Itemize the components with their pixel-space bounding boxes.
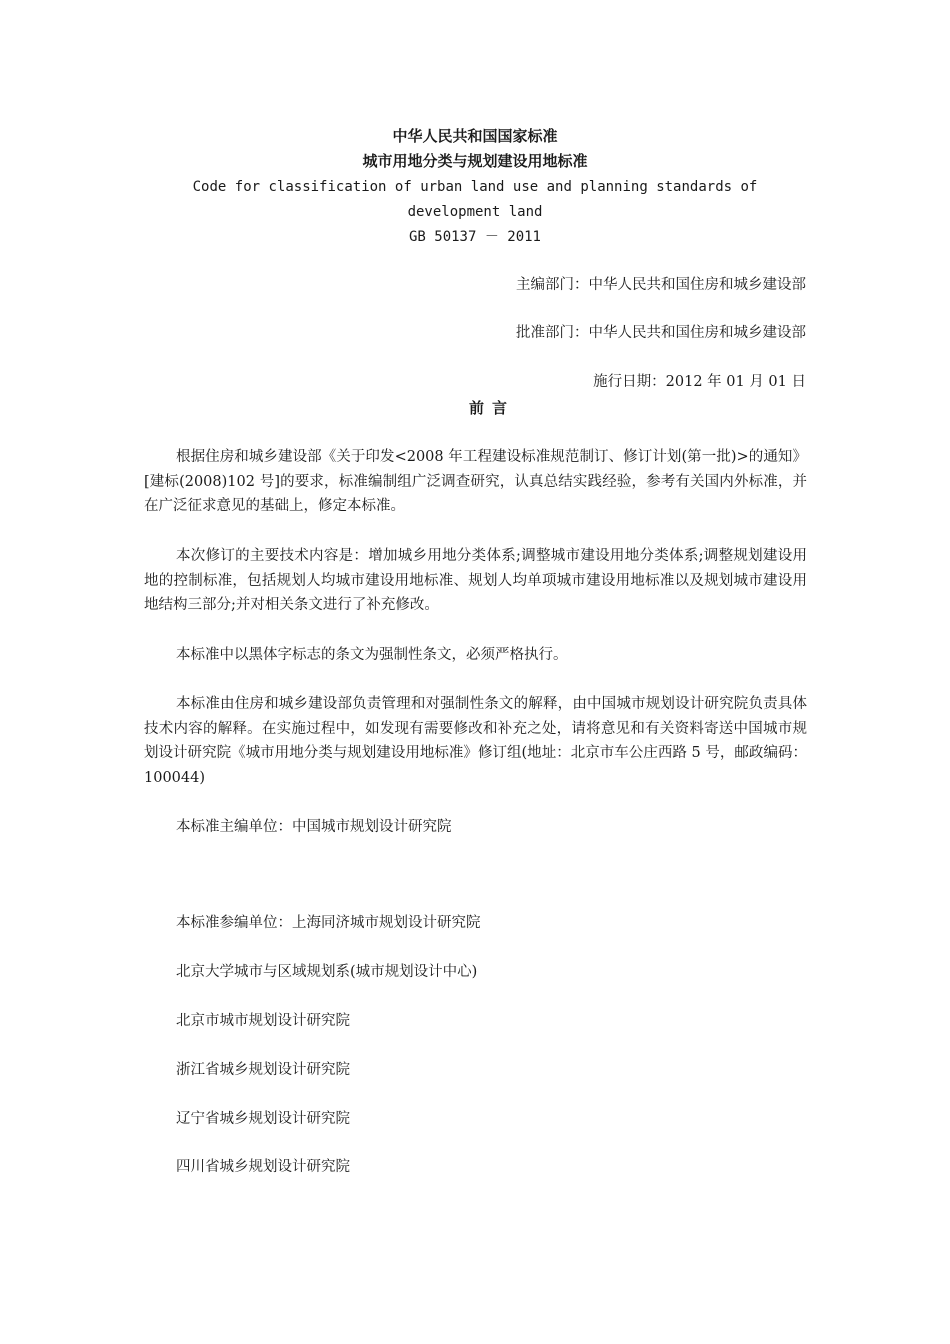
preface-paragraph: 本次修订的主要技术内容是：增加城乡用地分类体系;调整城市建设用地分类体系;调整规划建设用地的控制标准，包括规划人均城市建设用地标准、规划人均单项城市建设用地标准以及规划城市建设用地结构三部分;并对相关条文进行了补充修改。 [144,548,807,613]
effective-date: 施行日期：2012 年 01 月 01 日 [593,374,806,390]
preface-paragraph: 本标准由住房和城乡建设部负责管理和对强制性条文的解释，由中国城市规划设计研究院负责具体技术内容的解释。在实施过程中，如发现有需要修改和补充之处，请将意见和有关资料寄送中国城市规划设计研究院《城市用地分类与规划建设用地标准》修订组(地址：北京市车公庄西路 5 号，邮政编码：100044) [144,696,807,786]
standard-title-cn: 城市用地分类与规划建设用地标准 [362,152,588,170]
standard-code: GB 50137 － 2011 [408,229,541,245]
standard-title-en-line1: Code for classification of urban land use and planning standards of [192,179,758,195]
chief-editor-unit: 本标准主编单位：中国城市规划设计研究院 [176,819,452,835]
standard-title-en-line2: development land [407,204,543,220]
approval-department: 批准部门：中华人民共和国住房和城乡建设部 [516,325,806,341]
participating-unit: 北京大学城市与区域规划系(城市规划设计中心) [176,964,478,980]
editor-department: 主编部门：中华人民共和国住房和城乡建设部 [516,277,806,293]
participating-unit: 四川省城乡规划设计研究院 [176,1159,350,1175]
participating-unit: 辽宁省城乡规划设计研究院 [176,1111,350,1127]
participating-unit: 北京市城市规划设计研究院 [176,1013,350,1029]
national-standard-heading: 中华人民共和国国家标准 [392,127,558,145]
participating-units-lead: 本标准参编单位：上海同济城市规划设计研究院 [176,915,481,931]
preface-title: 前言 [468,399,515,417]
participating-unit: 浙江省城乡规划设计研究院 [176,1062,350,1078]
preface-paragraph: 本标准中以黑体字标志的条文为强制性条文，必须严格执行。 [176,647,568,663]
preface-paragraph: 根据住房和城乡建设部《关于印发<2008 年工程建设标准规范制订、修订计划(第一批)>的通知》[建标(2008)102 号]的要求，标准编制组广泛调查研究，认真总结实践经验，参考有关国内外标准，并在广泛征求意见的基础上，修定本标准。 [144,449,807,514]
